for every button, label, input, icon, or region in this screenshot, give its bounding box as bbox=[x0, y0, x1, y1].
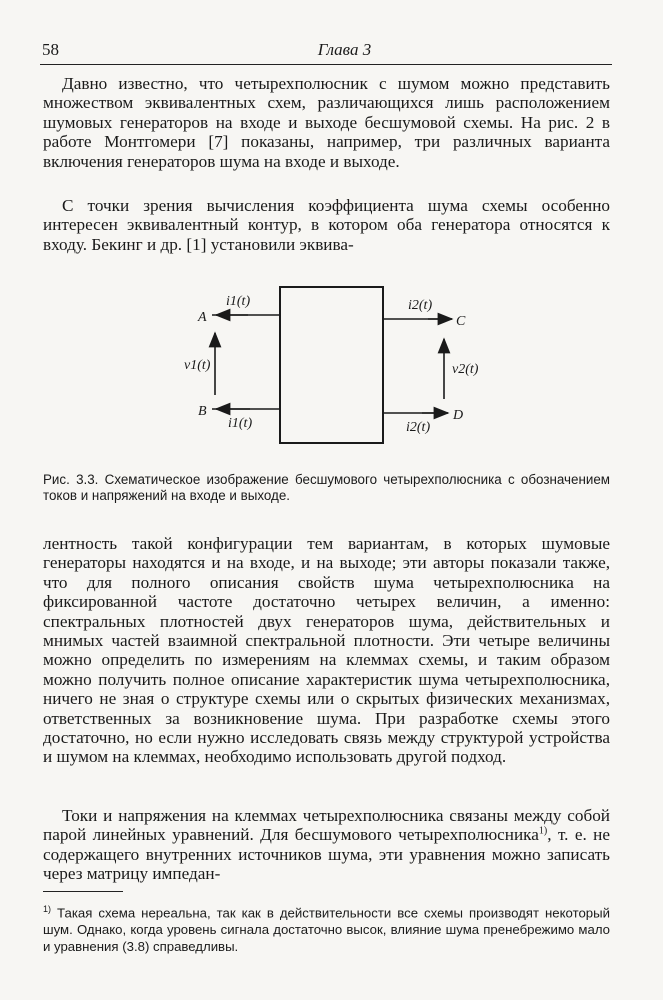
two-port-diagram bbox=[170, 275, 500, 455]
two-port-box bbox=[280, 287, 383, 443]
label-i2-bottom: i2(t) bbox=[406, 420, 431, 435]
paragraph-1-text: Давно известно, что четырехполюсник с шумом можно представить множеством эквивалентных схем, различающихся лишь расположением шумовых генераторов на входе и выходе бесшумовой схемы. На рис. 2 в работе Монтгомери [7] показаны, например, три различных варианта включения генераторов шума на входе и выходе. bbox=[43, 74, 610, 171]
paragraph-4 bbox=[43, 806, 610, 884]
label-d: D bbox=[453, 408, 464, 423]
paragraph-4-part-a: Токи и напряжения на клеммах четырехполюсника связаны между собой парой линейных уравнений. Для бесшумового четырехполюсника bbox=[43, 806, 610, 845]
paragraph-1 bbox=[43, 74, 610, 171]
footnote-reference: 1) bbox=[538, 825, 548, 837]
label-i2-top: i2(t) bbox=[408, 298, 433, 313]
figure-caption: Рис. 3.3. Схематическое изображение бесшумового четырехполюсника с обозначением токов и напряжений на входе и выходе. bbox=[43, 472, 610, 503]
footnote bbox=[43, 901, 610, 955]
page-number: 58 bbox=[42, 40, 59, 59]
paragraph-3 bbox=[43, 534, 610, 767]
label-v2: v2(t) bbox=[452, 362, 479, 377]
paragraph-2-text: С точки зрения вычисления коэффициента шума схемы особенно интересен эквивалентный контур, в котором оба генератора относятся к входу. Бекинг и др. [1] установили эквива- bbox=[43, 196, 610, 254]
label-b: B bbox=[198, 404, 207, 419]
footnote-rule bbox=[43, 891, 123, 892]
paragraph-4-part-b: , т. е. не содержащего внутренних источников шума, эти уравнения можно записать через матрицу импедан- bbox=[43, 825, 610, 884]
footnote-text: Такая схема нереальна, так как в действительности все схемы производят некоторый шум. Однако, когда уровень сигнала достаточно высок, влияние шума пренебрежимо мало и уравнения (3.8) справедливы. bbox=[43, 905, 610, 955]
running-head: Глава 3 bbox=[317, 40, 372, 59]
label-a: A bbox=[198, 310, 207, 325]
paragraph-4-text bbox=[43, 806, 610, 884]
label-i1-bottom: i1(t) bbox=[228, 416, 253, 431]
paragraph-3-text: лентность такой конфигурации тем вариантам, в которых шумовые генераторы находятся и на входе, и на выходе; эти авторы показали также, что для полного описания свойств шума четырехполюсника на фиксированной частоте достаточно четырех величин, а именно: спектральных плотностей двух генераторов шума, действительных и мнимых частей взаимной спектральной плотности. Эти четыре величины можно определить по измерениям на клеммах схемы, и таким образом можно получить полное описание характеристик шума четырехполюсника, ничего не зная о структуре схемы или о скрытых физических механизмах, ответственных за возникновение шума. При разработке схемы этого достаточно, но если нужно исследовать связь между структурой устройства и шумом на клеммах, необходимо использовать другой подход. bbox=[43, 534, 610, 767]
label-i1-top: i1(t) bbox=[226, 294, 251, 309]
header-rule bbox=[40, 64, 612, 65]
label-v1: v1(t) bbox=[184, 358, 211, 373]
label-c: C bbox=[456, 314, 466, 329]
paragraph-2 bbox=[43, 196, 610, 254]
footnote-mark: 1) bbox=[43, 904, 52, 914]
